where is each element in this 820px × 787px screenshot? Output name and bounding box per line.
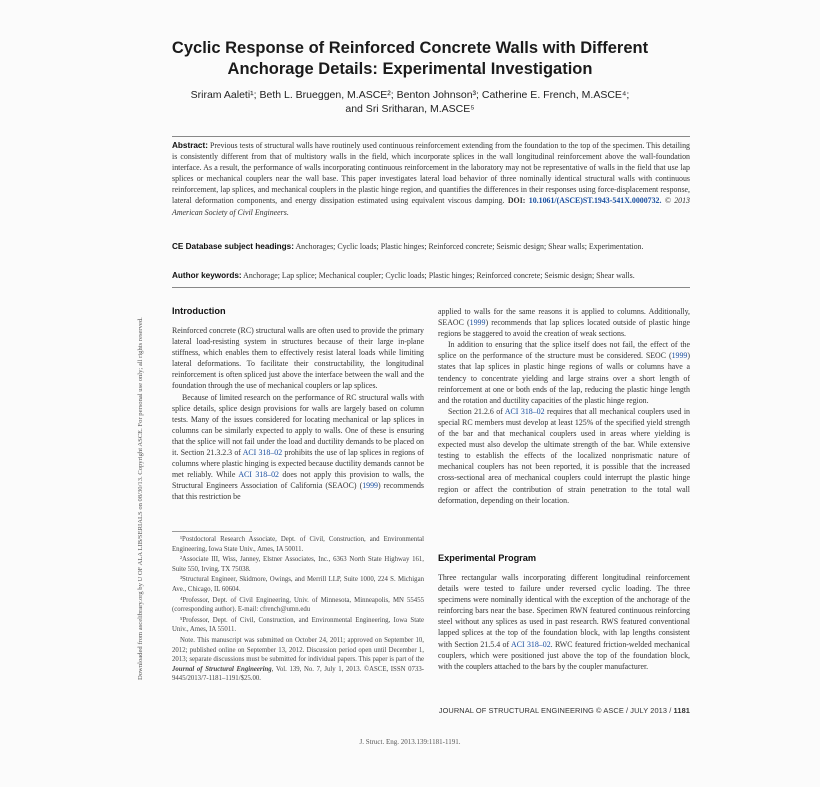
journal-name: Journal of Structural Engineering: [172, 665, 272, 673]
footnote-2: ²Associate III, Wiss, Janney, Elstner Associates, Inc., 6363 North State Highway 161, Suite 550, Irving, TX 75038.: [172, 556, 424, 573]
subject-headings-text: Anchorages; Cyclic loads; Plastic hinges; Reinforced concrete; Seismic design; Shear walls; Experimentation.: [293, 242, 644, 251]
running-footer: [426, 706, 690, 715]
footnote-5: ⁵Professor, Dept. of Civil, Construction, and Environmental Engineering, Iowa State Univ., Ames, IA 55011.: [172, 616, 424, 634]
ref-seaoc-1999[interactable]: 1999: [469, 318, 486, 328]
author-keywords: [172, 270, 690, 281]
page-number: 1181: [671, 706, 690, 715]
ref-aci-318-02[interactable]: ACI 318–02: [238, 470, 280, 480]
introduction-heading: Introduction: [172, 306, 226, 316]
authors-line-2: and Sri Sritharan, M.ASCE⁵: [345, 103, 475, 115]
subject-headings: [172, 241, 690, 252]
ref-aci-318-02[interactable]: ACI 318–02: [504, 406, 545, 416]
doi-link[interactable]: 10.1061/(ASCE)ST.1943-541X.0000732.: [528, 196, 662, 206]
experimental-program-heading: Experimental Program: [438, 553, 537, 563]
keywords-bottom-rule: [172, 287, 690, 288]
author-keywords-text: Anchorage; Lap splice; Mechanical coupler; Cyclic loads; Plastic hinges; Reinforced concrete; Seismic design; Shear walls.: [241, 271, 635, 280]
footnote-3: ³Structural Engineer, Skidmore, Owings, and Merrill LLP, Suite 1000, 224 S. Michigan Ave., Chicago, IL 60604.: [172, 576, 424, 593]
abstract-label: Abstract:: [172, 141, 208, 150]
right-paragraph-3: Section 21.2.6 of ACI 318–02 requires that all mechanical couplers used in special RC members must develop at least 125% of the specified yield strength of the bar and that mechanical couplers used in areas where yielding is expected must also develop the ultimate strength of the bar. While extensive testing to establish the effects of the localized nonprismatic nature of mechanical couplers has not been reported, it is possible that the increased cross-sectional area of mechanical couplers could interrupt the plastic hinge region or affect the contribution of strain penetration to the total wall deformation, depending on their location.: [438, 406, 690, 505]
abstract-top-rule: [172, 136, 690, 137]
manuscript-note: Note. This manuscript was submitted on October 24, 2011; approved on September 10, 2012; published online on September 13, 2012. Discussion period open until December 1, 2013; separate discussions must be submitted for individual papers. This paper is part of the Journal of Structural Engineering, Vol. 139, No. 7, July 1, 2013. ©ASCE, ISSN 0733-9445/2013/7-1181–1191/$25.00.: [172, 636, 424, 683]
right-paragraph-2: In addition to ensuring that the splice itself does not fail, the effect of the splice on the performance of the structure must be considered. SEOC (1999) states that lap splices in plastic hinge regions of walls or columns have a tendency to concentrate yielding and large strains over a short length of reinforcement at one or both ends of the lap, reducing the plastic hinge length and the rotation and ductility capacities of the plastic hinge region.: [438, 340, 690, 405]
experimental-program-column: [438, 572, 690, 672]
experimental-paragraph-1: Three rectangular walls incorporating different longitudinal reinforcement details were tested to failure under reversed cyclic loading. The three specimens were nominally identical with the exception of the anchorage of the reinforcing bars near the base. Specimen RWN featured continuous reinforcing steel without any splices as used in past research. RWS featured conventional lapped splices at the top of the foundation block, with lap lengths consistent with Section 21.5.4 of ACI 318–02. RWC featured friction-welded mechanical couplers, which were positioned just above the top of the foundation block, with the couplers attached to the bars by the coupler manufacturer.: [438, 573, 691, 671]
footnotes: [172, 535, 424, 685]
ref-aci-318-02[interactable]: ACI 318–02: [242, 448, 283, 458]
footer-journal: JOURNAL OF STRUCTURAL ENGINEERING © ASCE / JULY 2013 /: [438, 706, 672, 715]
intro-paragraph-1: Reinforced concrete (RC) structural walls are often used to provide the primary lateral load-resisting system in structures because of their large in-plane stiffness, which enables them to effectively resist lateral loads while limiting lateral deformations. To facilitate their constructability, the longitudinal reinforcement is often spliced just above the interface between the wall and the foundation through the use of mechanical couplers or lap splices.: [172, 326, 424, 391]
ref-seaoc-1999[interactable]: 1999: [362, 481, 378, 491]
introduction-column: [172, 325, 424, 503]
right-paragraph-1: applied to walls for the same reasons it is applied to columns. Additionally, SEAOC (1999) recommends that lap splices located outside of plastic hinge regions be staggered to avoid the creation of weak sections.: [438, 307, 691, 339]
paper-title: Cyclic Response of Reinforced Concrete Walls with Different Anchorage Details: Experimental Investigation: [171, 39, 649, 78]
author-list: [170, 88, 650, 116]
ref-seaoc-1999[interactable]: 1999: [671, 351, 688, 361]
footnote-1: ¹Postdoctoral Research Associate, Dept. of Civil, Construction, and Environmental Engineering, Iowa State Univ., Ames, IA 50011.: [172, 536, 424, 553]
footnote-4: ⁴Professor, Dept. of Civil Engineering, Univ. of Minnesota, Minneapolis, MN 55455 (corresponding author). E-mail: cfrench@umn.edu: [172, 596, 424, 614]
authors-line-1: Sriram Aaleti¹; Beth L. Brueggen, M.ASCE²; Benton Johnson³; Catherine E. French, M.ASCE⁴;: [190, 89, 630, 101]
copyright-note: © 2013 American Society of Civil Engineers.: [172, 196, 690, 217]
subject-headings-label: CE Database subject headings:: [172, 242, 294, 251]
abstract-text: Previous tests of structural walls have routinely used continuous reinforcement extending from the foundation to the top of the specimen. This detailing is consistently different from that of multistory walls in the field, which incorporate splices in the wall longitudinal reinforcement above the wall-foundation interface. As a result, the performance of walls incorporating continuous reinforcement in the laboratory may not be representative of walls in the field that use lap splices or mechanical couplers near the wall base. This paper investigates lateral load behavior of three nominally identical structural walls with continuous reinforcement, lap splices, and mechanical couplers in the plastic hinge region, and quantifies the differences in their responses using force-displacement response, lateral deformation components, and energy dissipation estimated using equivalent viscous damping.: [172, 141, 690, 206]
author-keywords-label: Author keywords:: [172, 271, 242, 280]
right-column: [438, 306, 690, 506]
download-notice: Downloaded from ascelibrary.org by U OF ALA LIB/SERIALS on 08/30/13. Copyright ASCE. For personal use only; all rights reserved.: [137, 317, 144, 680]
doi-label: DOI:: [507, 196, 526, 206]
footnote-rule: [172, 531, 252, 532]
ref-aci-318-02[interactable]: ACI 318–02: [511, 639, 551, 649]
citation-line: J. Struct. Eng. 2013.139:1181-1191.: [359, 738, 461, 746]
abstract: [172, 140, 690, 218]
intro-paragraph-2: Because of limited research on the performance of RC structural walls with splice details, splice design provisions for walls are largely based on column tests. Many of the issues considered for locating mechanical or lap splices in columns can be similarly expected to apply to walls. One of these is ensuring that the splice will not fail under the load and ductility demands to be placed on it. Section 21.3.2.3 of ACI 318–02 prohibits the use of lap splices in regions of columns where plastic hinging is expected because ductility demands cannot be met reliably. While ACI 318–02 does not apply this provision to walls, the Structural Engineers Association of California (SEAOC) (1999) recommends that this restriction be: [172, 392, 425, 502]
